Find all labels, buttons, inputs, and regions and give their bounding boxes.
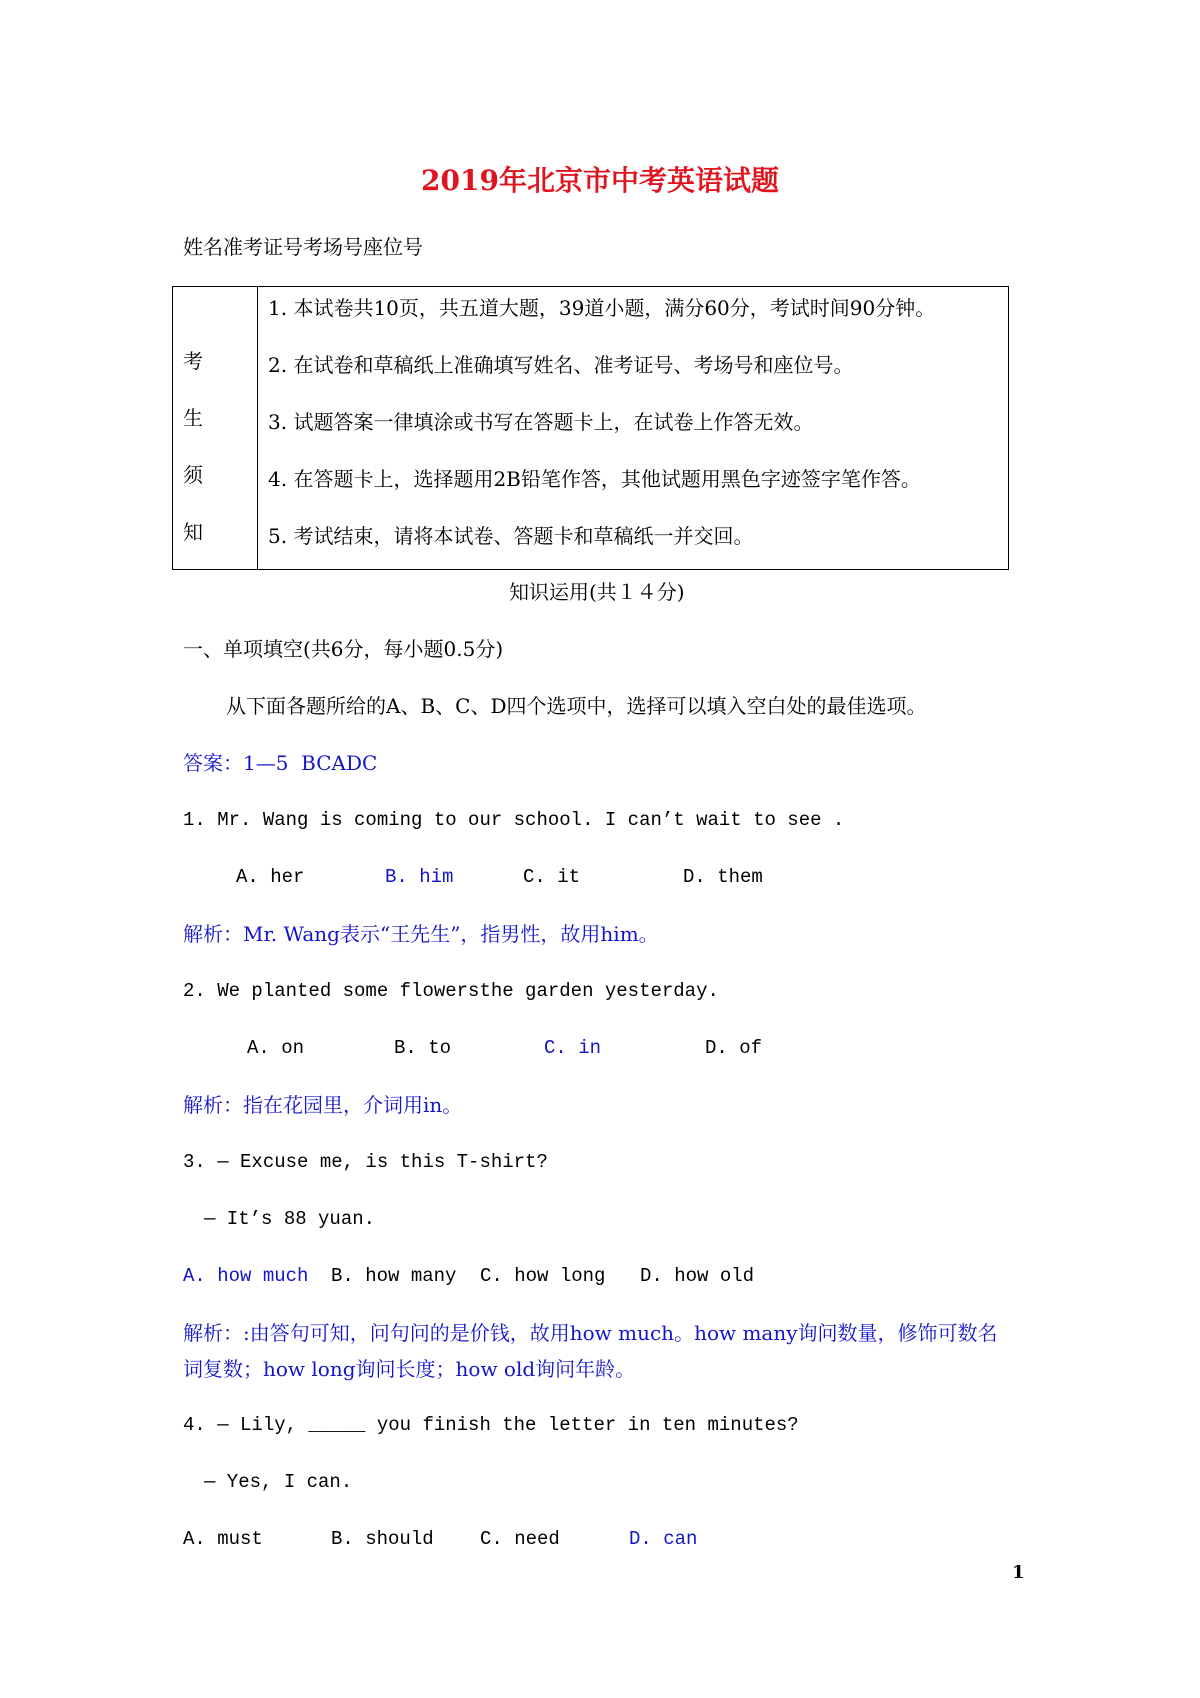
instruction-text: 从下面各题所给的A、B、C、D四个选项中，选择可以填入空白处的最佳选项。 [226,694,927,718]
option-b: B. how many [331,1265,457,1287]
question-reply: — Yes, I can. [204,1471,353,1493]
option-d: D. them [683,866,763,888]
section-title: 知识运用(共１４分) [509,580,685,604]
option-a: A. her [236,866,305,888]
answer-key: 答案：1—5 BCADC [183,751,378,775]
notice-side-char: 知 [183,520,203,544]
question-stem: 3. — Excuse me, is this T-shirt? [183,1151,548,1173]
notice-side-char: 考 [183,349,203,373]
notice-item: 3. 试题答案一律填涂或书写在答题卡上，在试卷上作答无效。 [268,410,814,434]
question-analysis: 解析：Mr. Wang表示“王先生”，指男性，故用him。 [183,922,659,946]
notice-table-divider [257,287,258,569]
notice-table [172,286,1009,570]
option-a: A. must [183,1528,263,1550]
option-b: B. to [394,1037,452,1059]
document-title: 2019年北京市中考英语试题 [421,164,779,197]
option-d: D. of [705,1037,763,1059]
option-b: B. should [331,1528,434,1550]
option-d-correct: D. can [629,1528,698,1550]
option-c: C. how long [480,1265,606,1287]
notice-item: 2. 在试卷和草稿纸上准确填写姓名、准考证号、考场号和座位号。 [268,353,854,377]
option-c: C. it [523,866,581,888]
question-analysis: 解析：:由答句可知，问句问的是价钱，故用how much。how many询问数量，修饰可数名 [183,1321,998,1345]
notice-item: 5. 考试结束，请将本试卷、答题卡和草稿纸一并交回。 [268,524,754,548]
option-c-correct: C. in [544,1037,602,1059]
candidate-info-line: 姓名准考证号考场号座位号 [183,235,423,259]
option-a-correct: A. how much [183,1265,309,1287]
option-a: A. on [247,1037,305,1059]
question-stem: 1. Mr. Wang is coming to our school. I can’t wait to see . [183,809,845,831]
question-stem: 4. — Lily, _____ you finish the letter in ten minutes? [183,1414,799,1436]
notice-side-char: 生 [183,406,203,430]
option-d: D. how old [640,1265,755,1287]
notice-item: 4. 在答题卡上，选择题用2B铅笔作答，其他试题用黑色字迹签字笔作答。 [268,467,921,491]
option-b-correct: B. him [385,866,454,888]
notice-item: 1. 本试卷共10页，共五道大题，39道小题，满分60分，考试时间90分钟。 [268,296,936,320]
question-stem: 2. We planted some flowersthe garden yesterday. [183,980,719,1002]
part-title: 一、单项填空(共6分，每小题0.5分) [183,637,504,661]
notice-side-char: 须 [183,463,203,487]
page-number: 1 [1012,1562,1025,1583]
question-analysis-continued: 词复数；how long询问长度；how old询问年龄。 [183,1357,636,1381]
option-c: C. need [480,1528,560,1550]
question-analysis: 解析：指在花园里，介词用in。 [183,1093,463,1117]
question-reply: — It’s 88 yuan. [204,1208,376,1230]
